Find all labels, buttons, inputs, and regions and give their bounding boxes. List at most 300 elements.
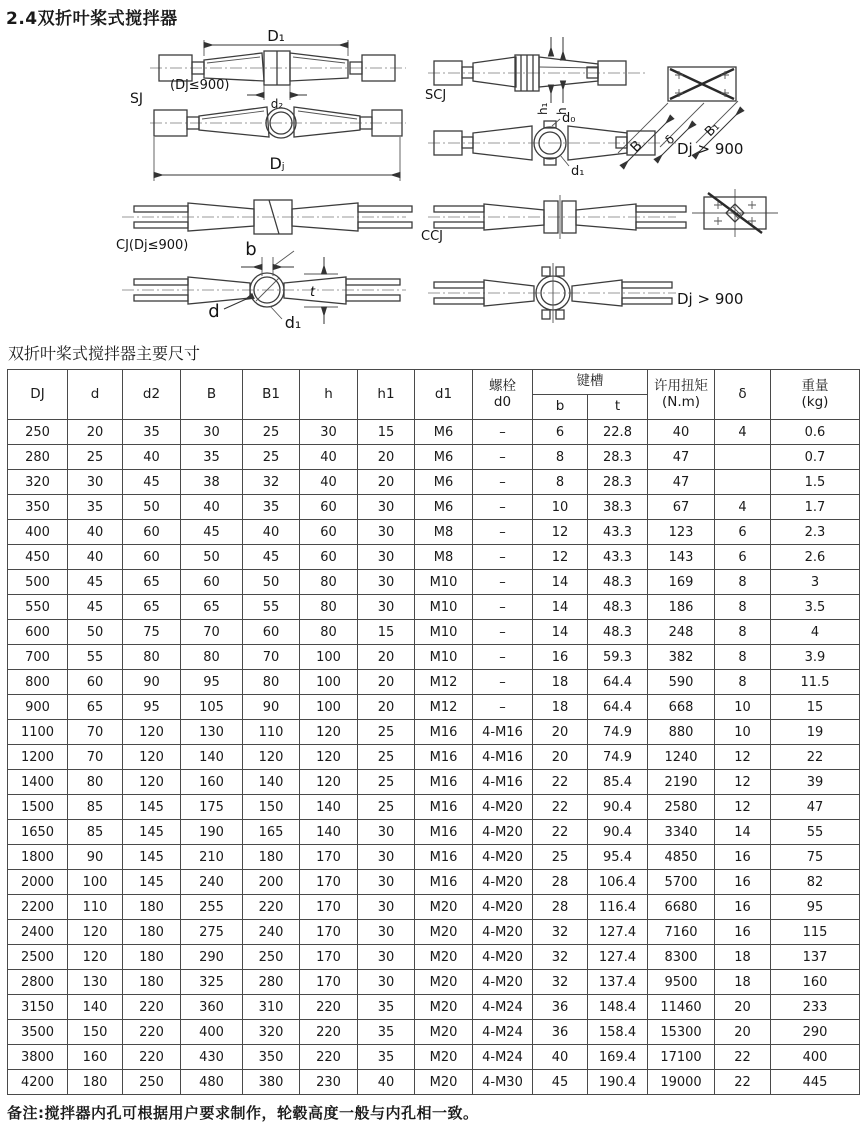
table-cell: 36 [533,1020,588,1045]
table-cell: 47 [648,445,715,470]
table-cell: 20 [68,420,123,445]
table-body [8,420,860,1095]
dim-label-d0: d₀ [562,111,576,126]
table-cell: 1.5 [771,470,860,495]
table-cell: 18 [715,945,771,970]
table-cell: 35 [358,995,415,1020]
table-cell: 80 [243,670,300,695]
table-cell: 14 [533,595,588,620]
table-cell: 60 [300,495,358,520]
table-cell: 12 [715,745,771,770]
table-cell: 170 [300,920,358,945]
table-cell: 15 [358,420,415,445]
table-cell: 3800 [8,1045,68,1070]
table-cell: 30 [358,595,415,620]
table-cell: 600 [8,620,68,645]
table-row [8,470,860,495]
table-cell: 30 [358,820,415,845]
col-header-d: d [68,370,123,420]
table-cell: 70 [243,645,300,670]
table-cell: 50 [123,495,181,520]
table-cell: 2400 [8,920,68,945]
table-cell: 220 [243,895,300,920]
table-cell: 160 [68,1045,123,1070]
table-cell: 20 [358,695,415,720]
table-cell: 120 [68,920,123,945]
table-cell: 230 [300,1070,358,1095]
table-cell: 43.3 [588,545,648,570]
table-cell: 190 [181,820,243,845]
dj-gt900-label-top: Dj > 900 [677,140,744,158]
table-cell: 74.9 [588,745,648,770]
table-cell: 64.4 [588,695,648,720]
table-cell: 1200 [8,745,68,770]
table-cell: 30 [358,845,415,870]
table-cell: 65 [123,595,181,620]
table-cell: 20 [533,745,588,770]
table-cell: 40 [358,1070,415,1095]
table-cell: 4-M20 [473,920,533,945]
table-cell: 3150 [8,995,68,1020]
table-cell: 2200 [8,895,68,920]
col-header-dj: DJ [8,370,68,420]
table-cell: M20 [415,920,473,945]
table-cell: 80 [68,770,123,795]
table-row [8,870,860,895]
table-cell: 55 [243,595,300,620]
table-cell: 137.4 [588,970,648,995]
table-cell: 95.4 [588,845,648,870]
table-cell: 668 [648,695,715,720]
table-header [8,370,860,420]
table-cell: 180 [123,920,181,945]
table-cell: 40 [68,520,123,545]
dim-label-D1: D₁ [267,29,285,45]
table-cell: 310 [243,995,300,1020]
table-cell: 2.6 [771,545,860,570]
sj-round-hub-drawing [150,107,406,181]
table-row [8,520,860,545]
table-cell: 1650 [8,820,68,845]
table-cell: 65 [181,595,243,620]
table-cell: 20 [715,995,771,1020]
table-cell: 75 [771,845,860,870]
table-cell: 4-M30 [473,1070,533,1095]
dim-label-delta: δ [662,132,678,148]
table-cell: 22 [715,1070,771,1095]
table-cell: 445 [771,1070,860,1095]
table-cell: 22 [533,795,588,820]
table-cell: 74.9 [588,720,648,745]
col-header-torque [648,370,715,420]
table-cell: 123 [648,520,715,545]
table-cell: M6 [415,420,473,445]
table-cell: 85 [68,795,123,820]
table-cell: 32 [243,470,300,495]
table-cell: 14 [533,570,588,595]
table-row [8,720,860,745]
table-cell: – [473,520,533,545]
table-cell: 4-M16 [473,745,533,770]
table-cell: 280 [243,970,300,995]
table-cell: 145 [123,820,181,845]
table-row [8,770,860,795]
table-cell: 11.5 [771,670,860,695]
table-cell: 60 [300,520,358,545]
table-cell: 32 [533,970,588,995]
table-cell: 100 [300,695,358,720]
dim-label-DJ: Dⱼ [269,154,285,173]
table-cell: 106.4 [588,870,648,895]
table-cell: 120 [300,720,358,745]
table-cell: 115 [771,920,860,945]
table-cell: 20 [533,720,588,745]
table-cell: 500 [8,570,68,595]
table-cell: 233 [771,995,860,1020]
dim-label-d1: d₁ [571,164,585,179]
table-cell: 1800 [8,845,68,870]
table-cell: M20 [415,1070,473,1095]
table-cell: 1240 [648,745,715,770]
table-cell: 220 [300,1045,358,1070]
table-cell: M16 [415,795,473,820]
table-cell: 4 [715,495,771,520]
table-cell: 12 [715,795,771,820]
scj-clamp-hub-drawing [428,111,743,179]
table-cell: 8300 [648,945,715,970]
table-cell: 180 [123,895,181,920]
table-cell: M20 [415,995,473,1020]
table-cell: 95 [181,670,243,695]
table-cell: 320 [8,470,68,495]
table-cell: M6 [415,470,473,495]
table-cell: 60 [123,520,181,545]
table-cell: 64.4 [588,670,648,695]
table-cell: 4 [715,420,771,445]
table-cell: – [473,545,533,570]
table-cell: 900 [8,695,68,720]
table-cell: 8 [715,595,771,620]
table-cell: 120 [123,720,181,745]
table-cell: 35 [123,420,181,445]
table-cell: 19 [771,720,860,745]
table-cell: 255 [181,895,243,920]
table-cell: 800 [8,670,68,695]
table-cell: 2500 [8,945,68,970]
table-cell: 0.6 [771,420,860,445]
table-cell: 170 [300,845,358,870]
table-cell: 250 [243,945,300,970]
table-row [8,845,860,870]
table-cell: 60 [300,545,358,570]
sj-hub-drawing [130,29,406,111]
table-cell: 38 [181,470,243,495]
table-cell: 18 [533,695,588,720]
col-header-bolt-line2: d0 [493,393,512,410]
table-cell: M12 [415,695,473,720]
table-cell: 22 [771,745,860,770]
table-cell: 275 [181,920,243,945]
table-cell: 380 [243,1070,300,1095]
table-cell: 30 [358,895,415,920]
table-cell: 4-M20 [473,870,533,895]
table-cell: – [473,595,533,620]
table-cell: 70 [68,720,123,745]
ccj-type-label: CCJ [421,229,443,244]
table-cell: 30 [358,545,415,570]
table-cell: 140 [300,820,358,845]
table-cell: 450 [8,545,68,570]
table-cell: 6 [715,520,771,545]
table-cell: – [473,670,533,695]
col-header-keyway-t: t [588,395,648,420]
table-cell: – [473,620,533,645]
table-cell: 880 [648,720,715,745]
table-cell: 32 [533,945,588,970]
table-cell: 59.3 [588,645,648,670]
table-cell: 7160 [648,920,715,945]
table-cell: 70 [68,745,123,770]
table-cell: 150 [243,795,300,820]
table-cell: 250 [123,1070,181,1095]
table-cell: 25 [358,795,415,820]
dim-label-d: d [208,301,220,322]
table-cell: 47 [771,795,860,820]
table-cell: 35 [243,495,300,520]
table-cell: 32 [533,920,588,945]
dim-label-d1-cj: d₁ [284,313,302,332]
table-cell: 15300 [648,1020,715,1045]
table-cell: M10 [415,570,473,595]
footnote: 备注:搅拌器内孔可根据用户要求制作，轮毂高度一般与内孔相一致。 [7,1104,479,1122]
table-cell: 105 [181,695,243,720]
table-cell: M16 [415,820,473,845]
table-cell: 130 [68,970,123,995]
table-row [8,1070,860,1095]
table-cell: 40 [123,445,181,470]
table-cell: 120 [300,745,358,770]
col-header-weight-line1: 重量 [801,377,829,394]
scj-type-label: SCJ [425,88,447,103]
table-cell: 43.3 [588,520,648,545]
table-cell: 8 [533,445,588,470]
table-cell: 28 [533,895,588,920]
col-header-B: B [181,370,243,420]
table-cell: M8 [415,520,473,545]
table-cell: 90 [243,695,300,720]
table-cell: 4-M20 [473,970,533,995]
table-cell: 25 [68,445,123,470]
table-cell: 47 [648,470,715,495]
table-cell: 6 [533,420,588,445]
table-cell: 4850 [648,845,715,870]
table-cell: 400 [8,520,68,545]
table-row [8,620,860,645]
table-cell: 240 [243,920,300,945]
table-row [8,420,860,445]
col-header-keyway-b: b [533,395,588,420]
table-cell: 180 [123,945,181,970]
table-cell: 130 [181,720,243,745]
table-cell: 175 [181,795,243,820]
col-header-keyway: 键槽 [533,370,648,395]
table-cell: 25 [533,845,588,870]
table-cell: 12 [533,520,588,545]
col-header-weight-line2: (kg) [801,393,829,410]
table-cell: 140 [68,995,123,1020]
cj-type-label: CJ(Dj≤900) [116,238,189,253]
table-cell: M12 [415,670,473,695]
table-row [8,945,860,970]
table-cell: 4-M24 [473,1045,533,1070]
table-cell: 137 [771,945,860,970]
table-cell: 180 [243,845,300,870]
table-cell: 40 [648,420,715,445]
table-cell: 17100 [648,1045,715,1070]
table-cell: 143 [648,545,715,570]
table-cell: 90 [68,845,123,870]
table-row [8,995,860,1020]
agitator-diagram-svg [4,29,856,339]
table-cell: 120 [68,945,123,970]
table-cell: 28.3 [588,445,648,470]
table-cell: 120 [243,745,300,770]
table-cell: 35 [68,495,123,520]
dimensions-table [7,369,860,1095]
col-header-bolt [473,370,533,420]
table-cell: 80 [300,595,358,620]
table-cell: M8 [415,545,473,570]
table-cell: 145 [123,845,181,870]
table-cell: 320 [243,1020,300,1045]
table-cell: 6680 [648,895,715,920]
table-cell: M20 [415,1045,473,1070]
table-cell: 169.4 [588,1045,648,1070]
table-cell: M20 [415,1020,473,1045]
table-cell: 400 [181,1020,243,1045]
table-cell: 18 [533,670,588,695]
table-cell: 100 [300,670,358,695]
table-cell: 40 [243,520,300,545]
table-cell: 25 [358,720,415,745]
table-cell: 240 [181,870,243,895]
table-cell: 40 [300,470,358,495]
table-row [8,645,860,670]
table-cell: 4-M20 [473,945,533,970]
table-cell: 35 [358,1020,415,1045]
table-cell: – [473,445,533,470]
table-cell: 120 [300,770,358,795]
table-cell: 28 [533,870,588,895]
table-cell: 30 [181,420,243,445]
table-cell: 85 [68,820,123,845]
table-cell: 22 [715,1045,771,1070]
table-cell: 45 [68,595,123,620]
table-cell: 22 [533,820,588,845]
dj-le900-label: (Dj≤900) [170,78,230,93]
table-cell: 220 [300,995,358,1020]
table-cell: M20 [415,895,473,920]
table-cell: M10 [415,620,473,645]
table-cell: 180 [68,1070,123,1095]
dim-label-d2: d₂ [270,97,284,111]
table-cell: 165 [243,820,300,845]
table-cell: 3500 [8,1020,68,1045]
table-cell: 16 [715,895,771,920]
table-cell: 145 [123,795,181,820]
table-cell: 220 [123,1045,181,1070]
table-cell: 22.8 [588,420,648,445]
table-cell: 19000 [648,1070,715,1095]
table-cell: 6 [715,545,771,570]
table-cell: 3340 [648,820,715,845]
table-row [8,920,860,945]
table-cell: 16 [533,645,588,670]
table-row [8,820,860,845]
table-cell: 25 [358,770,415,795]
table-cell: 2580 [648,795,715,820]
dim-label-t: t [310,285,316,300]
table-cell: 80 [181,645,243,670]
table-cell: 30 [358,870,415,895]
table-cell: 3.9 [771,645,860,670]
table-cell: 85.4 [588,770,648,795]
table-cell: 45 [243,545,300,570]
table-cell: 60 [181,570,243,595]
col-header-d1: d1 [415,370,473,420]
table-cell: 30 [358,570,415,595]
table-cell: 2190 [648,770,715,795]
table-cell: 8 [715,570,771,595]
col-header-h1: h1 [358,370,415,420]
table-cell: 100 [300,645,358,670]
table-cell: – [473,470,533,495]
table-cell: 8 [715,670,771,695]
table-row [8,970,860,995]
table-cell: 25 [358,745,415,770]
table-cell: 67 [648,495,715,520]
table-cell: 170 [300,870,358,895]
table-cell: M16 [415,720,473,745]
table-cell: 350 [243,1045,300,1070]
table-cell: 120 [123,770,181,795]
table-cell: 220 [123,995,181,1020]
sj-type-label: SJ [130,91,144,107]
table-cell: M20 [415,945,473,970]
table-title: 双折叶桨式搅拌器主要尺寸 [8,344,201,363]
table-row [8,1045,860,1070]
table-cell: – [473,645,533,670]
table-cell: 4 [771,620,860,645]
ccj-section-drawing [692,189,778,237]
table-cell: 8 [715,620,771,645]
table-cell: 48.3 [588,595,648,620]
table-cell: 36 [533,995,588,1020]
table-cell: 30 [68,470,123,495]
table-cell: 160 [771,970,860,995]
table-cell: – [473,420,533,445]
table-cell: 12 [715,770,771,795]
col-header-torque-line2: (N.m) [661,393,701,410]
table-cell: 80 [300,570,358,595]
table-cell: 1500 [8,795,68,820]
table-cell: 30 [358,495,415,520]
table-row [8,1020,860,1045]
table-cell: 190.4 [588,1070,648,1095]
table-cell: 80 [300,620,358,645]
table-cell: 75 [123,620,181,645]
table-cell: 4-M20 [473,820,533,845]
